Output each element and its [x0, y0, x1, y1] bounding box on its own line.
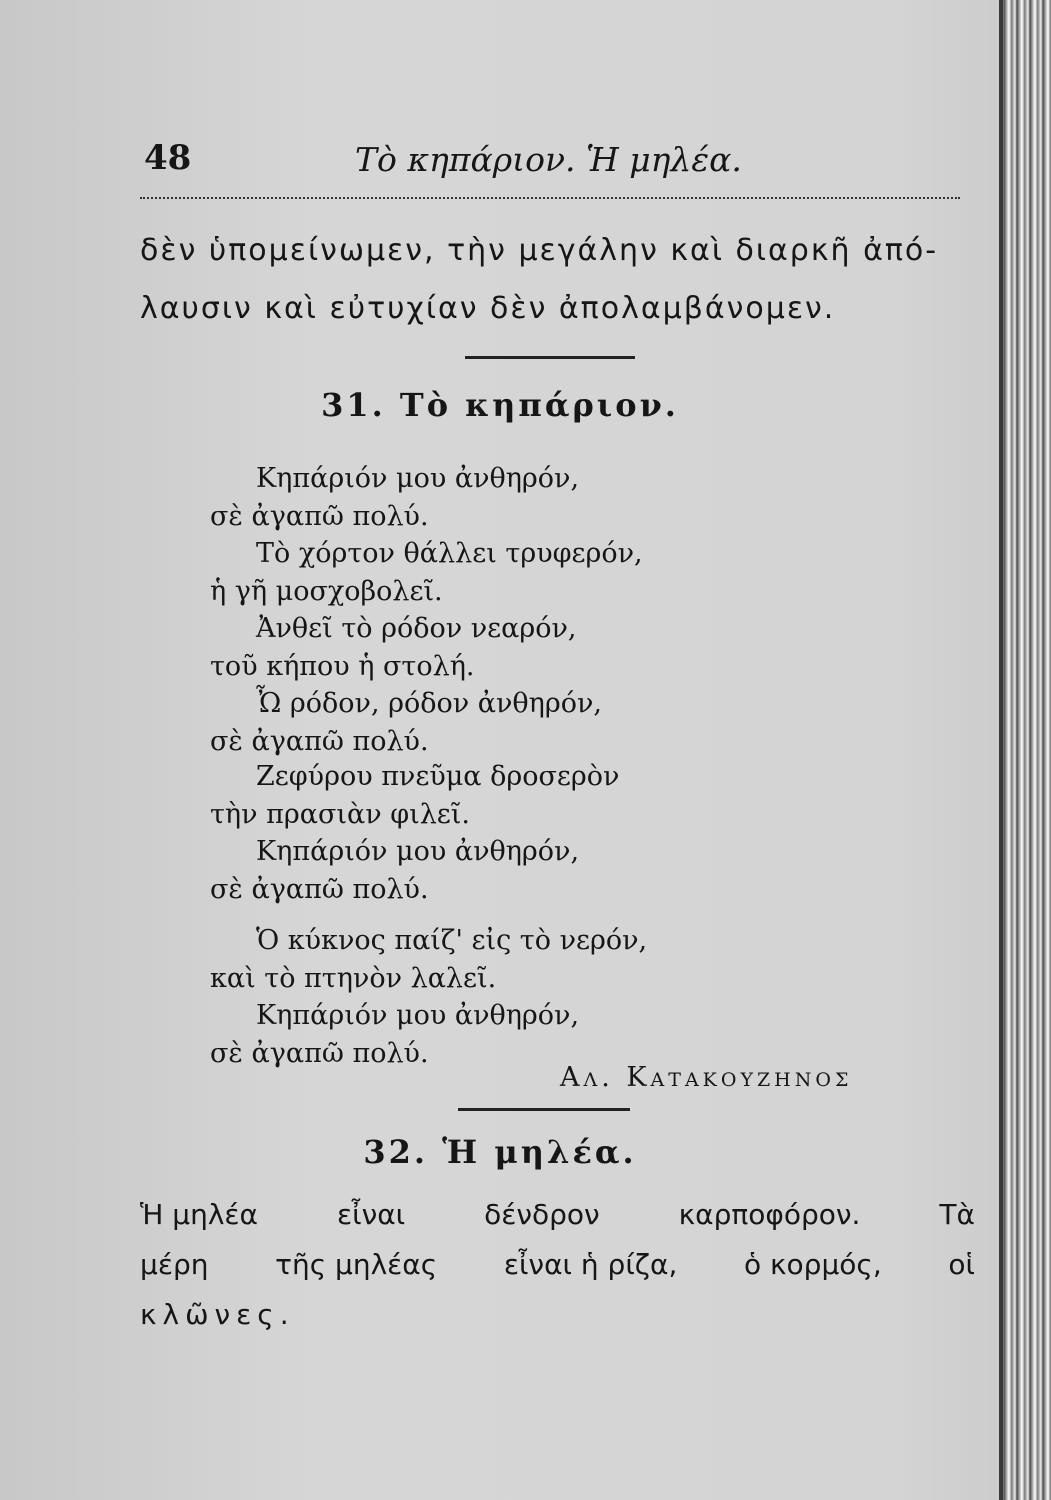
paragraph-line	[140, 1240, 975, 1290]
paragraph-line	[140, 1290, 975, 1340]
word: μέρη	[140, 1248, 209, 1281]
poem-line: Ὦ ρόδον, ρόδον ἀνθηρόν,	[256, 688, 602, 719]
poem-line: σὲ ἀγαπῶ πολύ.	[210, 873, 429, 905]
poem-stanza-1	[210, 460, 770, 760]
book-binding	[999, 0, 1051, 1500]
section-heading-32: 32. Ἡ μηλέα.	[363, 1133, 637, 1171]
poem-line: Τὸ χόρτον θάλλει τρυφερόν,	[256, 538, 643, 569]
section-32-paragraph	[140, 1190, 975, 1340]
word: εἶναι	[336, 1198, 406, 1231]
word: κλῶνες.	[140, 1298, 295, 1331]
word: τῆς μηλέας	[275, 1248, 438, 1281]
word: Τὰ	[939, 1198, 975, 1231]
word: καρποφόρον.	[678, 1198, 861, 1231]
poem-author: Αλ. Κατακουζηνος	[560, 1062, 853, 1093]
continued-paragraph	[140, 222, 970, 338]
word: Ἡ μηλέα	[140, 1198, 259, 1231]
section-divider	[458, 1108, 630, 1111]
poem-line: Κηπάριόν μου ἀνθηρόν,	[256, 836, 580, 867]
poem-stanza-2	[210, 758, 770, 908]
poem-line: τοῦ κήπου ἡ στολή.	[210, 650, 475, 682]
poem-line: καὶ τὸ πτηνὸν λαλεῖ.	[210, 962, 497, 994]
word: ὁ κορμός,	[744, 1248, 882, 1281]
paragraph-line: λαυσιν καὶ εὐτυχίαν δὲν ἀπολαμβάνομεν.	[140, 291, 836, 326]
word: οἱ	[948, 1248, 975, 1281]
poem-line: Ἀνθεῖ τὸ ρόδον νεαρόν,	[256, 613, 577, 644]
poem-line: ἡ γῆ μοσχοβολεῖ.	[210, 575, 443, 607]
page-number: 48	[144, 138, 192, 178]
poem-line: σὲ ἀγαπῶ πολύ.	[210, 725, 429, 757]
poem-line: σὲ ἀγαπῶ πολύ.	[210, 1037, 429, 1069]
section-divider	[465, 356, 635, 359]
paragraph-line	[140, 1190, 975, 1240]
paragraph-line: δὲν ὑπομείνωμεν, τὴν μεγάλην καὶ διαρκῆ ἀπό-	[140, 233, 939, 268]
poem-line: σὲ ἀγαπῶ πολύ.	[210, 500, 429, 532]
binding-edge	[999, 0, 1003, 1500]
word: εἶναι ἡ ρίζα,	[503, 1248, 678, 1281]
poem-line: τὴν πρασιὰν φιλεῖ.	[210, 798, 470, 830]
poem-line: Κηπάριόν μου ἀνθηρόν,	[256, 1000, 580, 1031]
header-rule	[140, 197, 960, 199]
poem-line: Ζεφύρου πνεῦμα δροσερὸν	[256, 761, 620, 792]
section-heading-31: 31. Τὸ κηπάριον.	[321, 386, 679, 424]
poem-line: Κηπάριόν μου ἀνθηρόν,	[256, 463, 580, 494]
running-title: Τὸ κηπάριον. Ἡ μηλέα.	[355, 140, 742, 179]
page-header	[140, 130, 960, 190]
poem-stanza-3	[210, 922, 770, 1072]
word: δένδρον	[484, 1198, 600, 1231]
poem-line: Ὁ κύκνος παίζ' εἰς τὸ νερόν,	[256, 925, 648, 956]
